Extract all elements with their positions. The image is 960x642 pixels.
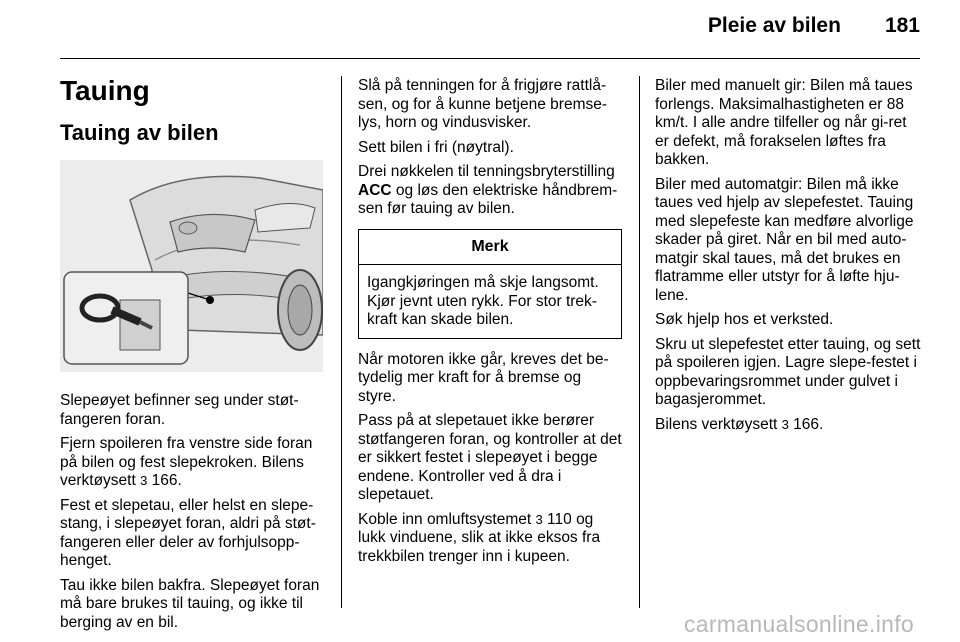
paragraph: Søk hjelp hos et verksted. bbox=[655, 311, 834, 328]
column-3 bbox=[655, 77, 923, 440]
page-number: 181 bbox=[884, 14, 920, 37]
paragraph-text: Koble inn omluftsystemet bbox=[358, 510, 532, 528]
paragraph: Når motoren ikke går, kreves det be-tydelig mer kraft for å bremse og styre. bbox=[358, 350, 609, 405]
paragraph: Sett bilen i fri (nøytral). bbox=[358, 138, 514, 156]
paragraph bbox=[358, 163, 622, 219]
paragraph-text: Bilens verktøysett bbox=[655, 415, 778, 433]
page-reference-icon: 3 bbox=[535, 511, 543, 527]
page-reference-icon: 3 bbox=[140, 473, 148, 488]
paragraph: Biler med manuelt gir: Bilen må taues forlengs. Maksimalhastigheten er 88 km/t. I alle andre tilfeller og når gi-ret er defekt, må forakselen løftes fra bakken. bbox=[655, 77, 913, 168]
paragraph: Tau ikke bilen bakfra. Slepeøyet foran må bare brukes til tauing, og ikke til berging av en bil. bbox=[60, 576, 320, 631]
section-heading: Tauing bbox=[60, 75, 150, 106]
paragraph: Fest et slepetau, eller helst en slepe-stang, i slepeøyet foran, aldri på støt-fangeren eller deler av forhjulsopp-henget. bbox=[60, 496, 316, 569]
page-header bbox=[708, 14, 920, 38]
paragraph-text: Drei nøkkelen til tenningsbryterstilling bbox=[358, 163, 615, 180]
paragraph bbox=[60, 435, 324, 491]
watermark: carmanualsonline.info bbox=[683, 611, 914, 637]
paragraph: Pass på at slepetauet ikke berører støtfangeren foran, og kontroller at det er sikkert festet i slepeøyet i begge endene. Kontroller ved å dra i slepetauet. bbox=[358, 412, 622, 503]
paragraph: Skru ut slepefestet etter tauing, og sett på spoileren igjen. Lagre slepe-festet i oppbevaringsrommet under gulvet i bagasjerommet. bbox=[655, 335, 921, 408]
column-divider-1 bbox=[341, 76, 342, 608]
acc-label: ACC bbox=[358, 181, 392, 199]
column-divider-2 bbox=[639, 76, 640, 608]
paragraph bbox=[655, 416, 923, 435]
paragraph bbox=[358, 511, 622, 567]
note-box bbox=[358, 229, 622, 339]
page-reference: 110 bbox=[547, 510, 572, 528]
note-body: Igangkjøringen må skje langsomt. Kjør jevnt uten rykk. For stor trek-kraft kan skade bilen. bbox=[367, 274, 599, 328]
paragraph: Slå på tenningen for å frigjøre rattlå-sen, og for å kunne betjene bremse-lys, horn og vindusvisker. bbox=[358, 77, 608, 131]
paragraph: Biler med automatgir: Bilen må ikke taues ved hjelp av slepefestet. Tauing med slepefeste kan medføre alvorlige skader på giret. Når en bil med auto-matgir skal taues, må det brukes en flatramme eller utstyr for å løfte hju-lene. bbox=[655, 175, 914, 304]
note-title: Merk bbox=[359, 230, 621, 266]
page-reference: 166. bbox=[793, 415, 824, 433]
paragraph-text: og lukk vinduene, slik at ikke eksos fra trekkbilen trenger inn i kupeen. bbox=[358, 510, 601, 565]
page-reference: 166. bbox=[151, 472, 182, 489]
car-front-illustration-icon bbox=[60, 160, 323, 372]
header-rule bbox=[60, 58, 920, 59]
section-subheading: Tauing av bilen bbox=[60, 120, 219, 145]
page-reference-icon: 3 bbox=[781, 416, 789, 432]
towing-eye-illustration bbox=[60, 160, 323, 372]
column-2 bbox=[358, 77, 622, 572]
paragraph-text: og løs den elektriske håndbrem-sen før tauing av bilen. bbox=[358, 181, 618, 217]
paragraph: Slepeøyet befinner seg under støt-fangeren foran. bbox=[60, 392, 299, 428]
paragraph-text: Fjern spoileren fra venstre side foran på bilen og fest slepekroken. Bilens verktøysett bbox=[60, 435, 313, 489]
page-header-title: Pleie av bilen bbox=[707, 14, 841, 37]
column-1 bbox=[60, 76, 324, 638]
